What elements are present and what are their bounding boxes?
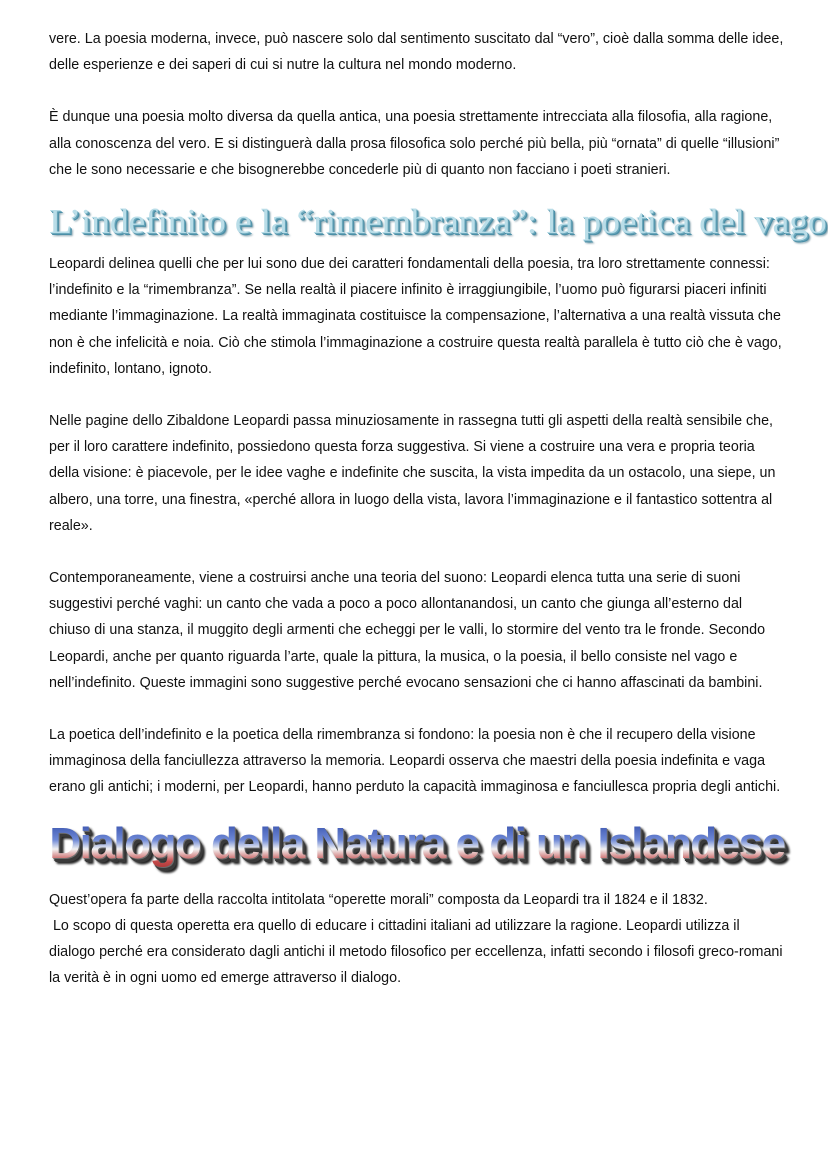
section1-paragraph-2: Nelle pagine dello Zibaldone Leopardi passa minuziosamente in rassegna tutti gli aspetti della realtà sensibile che, per il loro carattere indefinito, possiedono questa forza suggestiva. Si viene a costruire una vera e propria teoria della visione: è piacevole, per le idee vaghe e indefinite che suscita, la vista impedita da un ostacolo, una siepe, un albero, una torre, una finestra, «perché allora in luogo della vista, lavora l’immaginazione e il fantastico sottentra al reale». [49,413,776,534]
document-page [49,26,827,991]
intro-paragraph-2: È dunque una poesia molto diversa da quella antica, una poesia strettamente intrecciata alla filosofia, alla ragione, alla conoscenza del vero. E si distinguerà dalla prosa filosofica solo perché più bella, più “ornata” di quelle “illusioni” che le sono necessarie e che bisognerebbe concederle più di quanto non facciano i poeti stranieri. [49,109,780,178]
section2-paragraph-1: Quest’opera fa parte della raccolta intitolata “operette morali” composta da Leopardi tra il 1824 e il 1832. [49,891,708,908]
section1-paragraph-4: La poetica dell’indefinito e la poetica della rimembranza si fondono: la poesia non è che il recupero della visione immaginosa della fanciullezza attraverso la memoria. Leopardi osserva che maestri della poesia indefinita e vaga erano gli antichi; i moderni, per Leopardi, hanno perduto la capacità immaginosa e fanciullesca propria degli antichi. [49,727,781,796]
intro-paragraph-1: vere. La poesia moderna, invece, può nascere solo dal sentimento suscitato dal “vero”, cioè dalla somma delle idee, delle esperienze e dei saperi di cui si nutre la cultura nel mondo moderno. [49,31,784,74]
section-heading-dialogo: Dialogo della Natura e di un Islandese [49,815,785,877]
section-heading-indefinito: L’indefinito e la “rimembranza”: la poetica del vago [49,202,827,242]
section1-paragraph-1: Leopardi delinea quelli che per lui sono due dei caratteri fondamentali della poesia, tra loro strettamente connessi: l’indefinito e la “rimembranza”. Se nella realtà il piacere infinito è irraggiungibile, l’uomo può figurarsi piaceri infiniti mediante l’immaginazione. La realtà immaginata costituisce la compensazione, l’alternativa a una realtà vissuta che non è che infelicità e noia. Ciò che stimola l’immaginazione a costruire questa realtà parallela è tutto ciò che è vago, indefinito, lontano, ignoto. [49,256,782,377]
section1-paragraph-3: Contemporaneamente, viene a costruirsi anche una teoria del suono: Leopardi elenca tutta una serie di suoni suggestivi perché vaghi: un canto che vada a poco a poco allontanandosi, un canto che giunga all’esterno dal chiuso di una stanza, il muggito degli armenti che echeggi per le valli, lo stormire del vento tra le fronde. Secondo Leopardi, anche per quanto riguarda l’arte, quale la pittura, la musica, o la poesia, il bello consiste nel vago e nell’indefinito. Queste immagini sono suggestive perché evocano sensazioni che ci hanno affascinati da bambini. [49,570,766,691]
section2-paragraph-2: Lo scopo di questa operetta era quello di educare i cittadini italiani ad utilizzare la ragione. Leopardi utilizza il dialogo perché era considerato dagli antichi il metodo filosofico per eccellenza, infatti secondo i filosofi greco-romani la verità è in ogni uomo ed emerge attraverso il dialogo. [49,917,787,987]
